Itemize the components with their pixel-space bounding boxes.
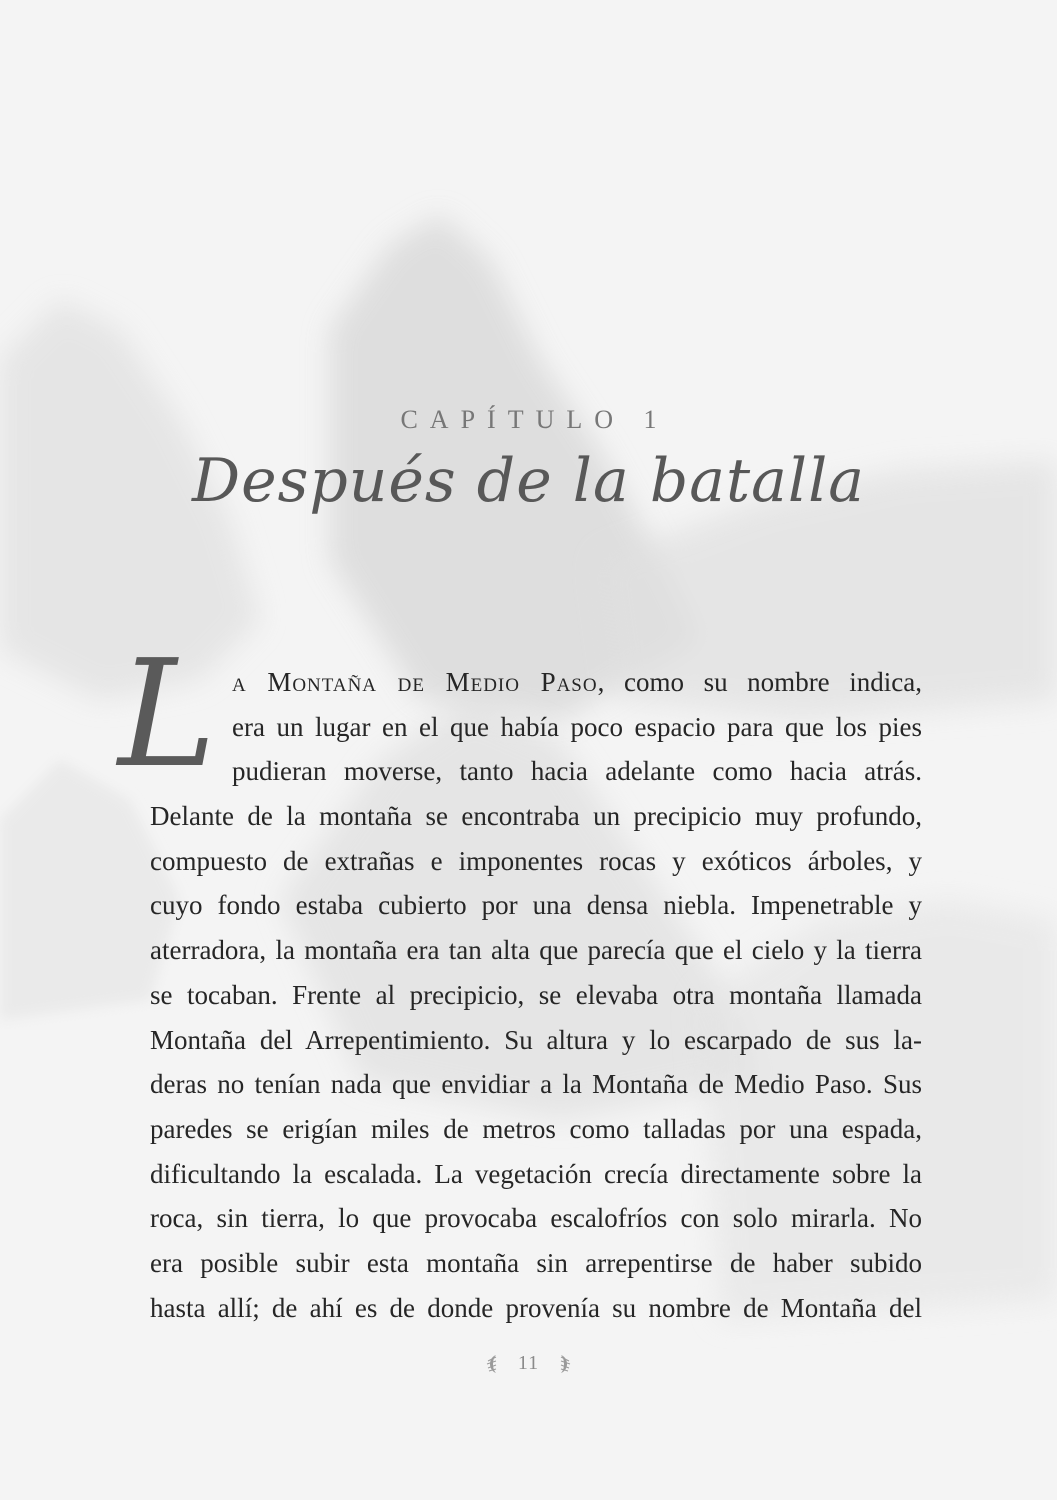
body-paragraph — [150, 794, 922, 1330]
body-line: era posible subir esta montaña sin arrepentirse de haber subido — [150, 1248, 922, 1279]
body-line: paredes se erigían miles de metros como talladas por una espada, — [150, 1113, 922, 1144]
opening-line-3: pudieran moverse, tanto hacia adelante como hacia atrás. — [232, 756, 922, 787]
right-ornament-icon — [555, 1353, 575, 1375]
chapter-label: CAPÍTULO 1 — [400, 405, 669, 434]
body-line: cuyo fondo estaba cubierto por una densa niebla. Impenetrable y — [150, 890, 922, 921]
left-ornament-icon — [482, 1353, 502, 1375]
opening-line-1-rest: , como su nombre indica, — [597, 667, 922, 697]
chapter-title: Después de la batalla — [191, 446, 866, 516]
opening-line-2: era un lugar en el que había poco espacio para que los pies — [232, 711, 922, 742]
body-line: hasta allí; de ahí es de donde provenía su nombre de Montaña del — [150, 1292, 922, 1323]
body-line: Delante de la montaña se encontraba un precipicio muy profundo, — [150, 801, 922, 831]
opening-smallcaps: a Montaña de Medio Paso — [232, 667, 598, 697]
page-footer — [0, 1352, 1057, 1375]
body-line: Montaña del Arrepentimiento. Su altura y lo escarpado de sus la- — [150, 1024, 922, 1055]
opening-line-1 — [232, 660, 922, 705]
body-line: roca, sin tierra, lo que provocaba escalofríos con solo mirarla. No — [150, 1203, 922, 1234]
body-line: se tocaban. Frente al precipicio, se elevaba otra montaña llamada — [150, 979, 922, 1010]
page-number: 11 — [517, 1352, 540, 1374]
body-line: deras no tenían nada que envidiar a la Montaña de Medio Paso. Sus — [150, 1069, 922, 1100]
body-line: compuesto de extrañas e imponentes rocas y exóticos árboles, y — [150, 845, 922, 876]
body-line: aterradora, la montaña era tan alta que parecía que el cielo y la tierra — [150, 935, 922, 966]
opening-lines — [232, 660, 922, 794]
body-line: dificultando la escalada. La vegetación crecía directamente sobre la — [150, 1158, 922, 1189]
drop-cap: L — [118, 628, 217, 800]
